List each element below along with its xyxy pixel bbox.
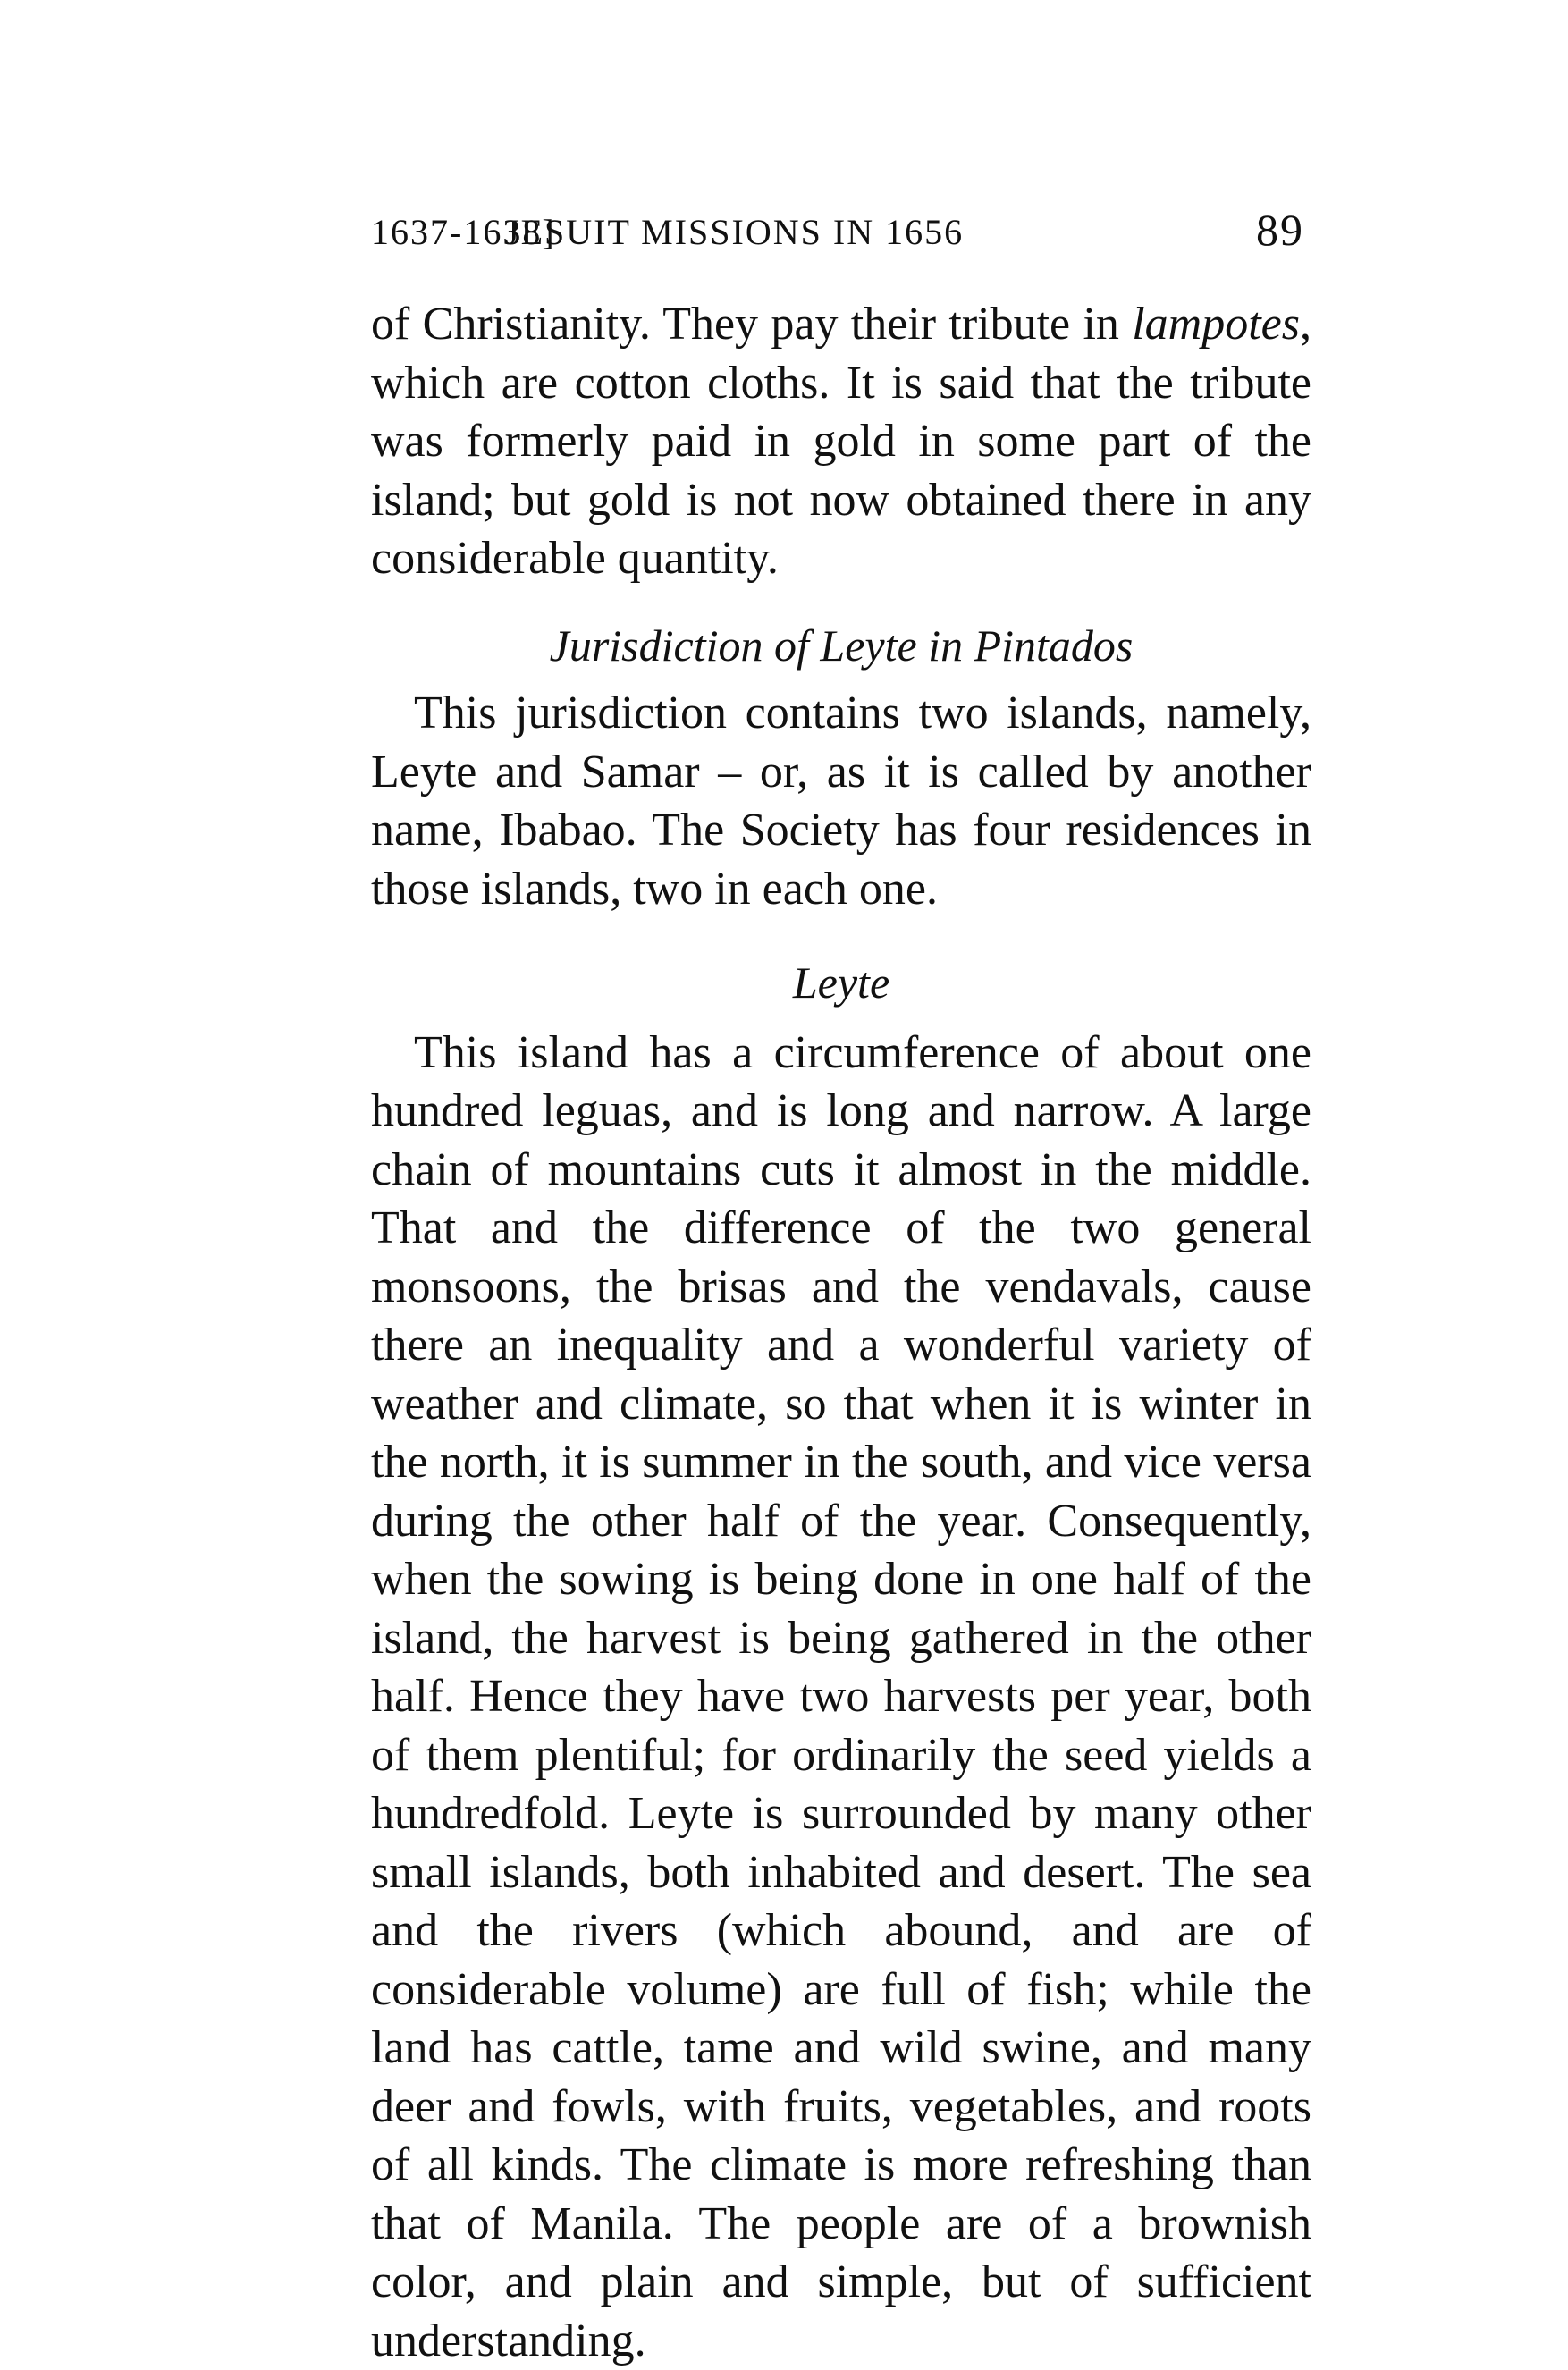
paragraph-leyte: This island has a circumference of about one hundred leguas, and is long and narrow. A large chain of mountains cuts it almost in the middle. That and the difference of the two general monsoons, the brisas and the vendavals, cause there an inequality and a wonderful variety of weather and climate, so that when it is winter in the north, it is summer in the south, and vice versa during the other half of the year. Consequently, when the sowing is being done in one half of the island, the harvest is being gathered in the other half. Hence they have two harvests per year, both of them plentiful; for ordinarily the seed yields a hundredfold. Leyte is surrounded by many other small islands, both inhabited and desert. The sea and the rivers (which abound, and are of considerable volume) are full of fish; while the land has cattle, tame and wild swine, and many deer and fowls, with fruits, vegetables, and roots of all kinds. The climate is more refreshing than that of Manila. The people are of a brownish color, and plain and simple, but of sufficient understanding. xyxy=(371,1024,1311,2370)
paragraph-continuation xyxy=(371,295,1311,588)
paragraph-text: of Christianity. They pay their tribute in xyxy=(371,299,1132,350)
running-head-title: JESUIT MISSIONS IN 1656 xyxy=(505,211,964,253)
paragraph-jurisdiction: This jurisdiction contains two islands, namely, Leyte and Samar – or, as it is called by another name, Ibabao. The Society has four residences in those islands, two in each one. xyxy=(371,684,1311,918)
body-text xyxy=(371,295,1311,2370)
running-head-dates: 1637-1638] xyxy=(371,211,556,253)
page-number: 89 xyxy=(1256,204,1304,256)
paragraph-text: , which are cotton cloths. It is said that the tribute was formerly paid in gold in some part of the island; but gold is not now obtained there in any considerable quantity. xyxy=(371,299,1311,584)
italic-term-lampotes: lampotes xyxy=(1132,299,1300,350)
section-heading-leyte: Leyte xyxy=(371,954,1311,1013)
running-head xyxy=(371,204,1311,257)
section-heading-jurisdiction: Jurisdiction of Leyte in Pintados xyxy=(371,617,1311,676)
